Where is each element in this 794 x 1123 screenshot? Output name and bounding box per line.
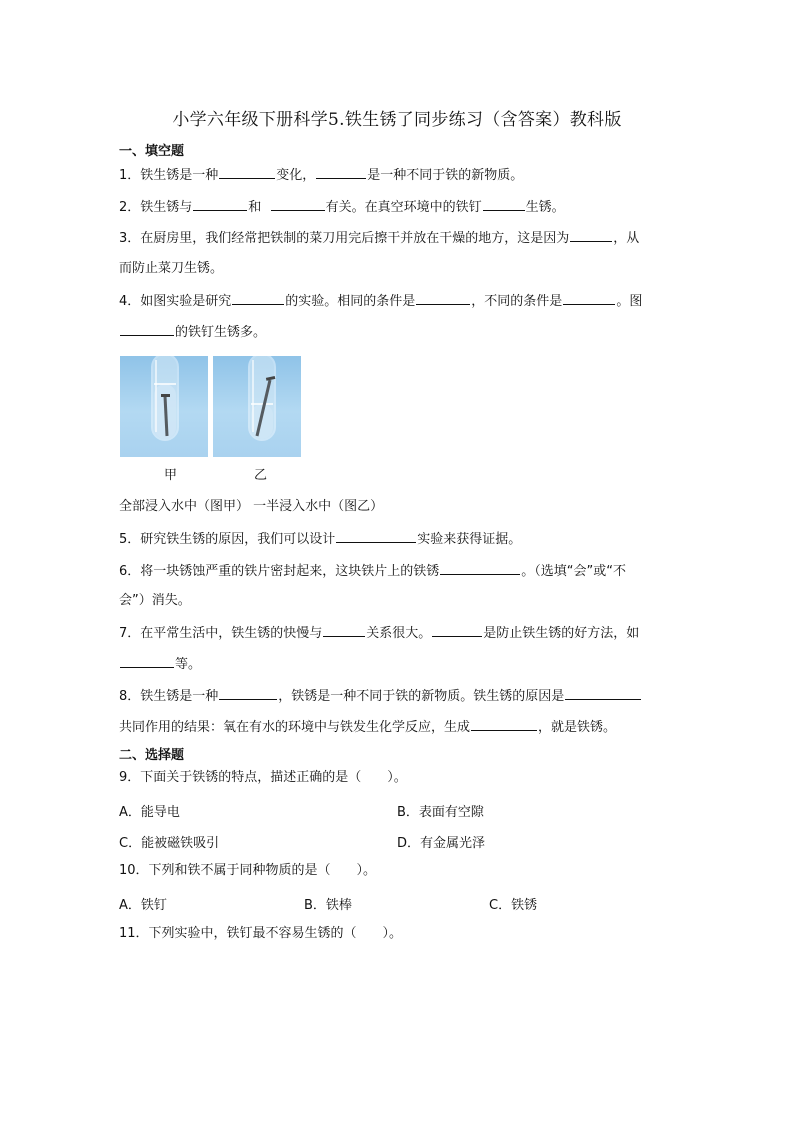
question-5 (119, 530, 521, 548)
test-tube-fully-submerged-icon (120, 356, 208, 457)
answer-blank[interactable] (120, 323, 174, 336)
q4-text-e: 的铁钉生锈多。 (175, 325, 267, 340)
answer-blank[interactable] (232, 292, 284, 305)
q1-text-a: 1．铁生锈是一种 (119, 168, 219, 183)
q7-text-c: 是防止铁生锈的好方法，如 (483, 626, 640, 641)
q8-text-c: 共同作用的结果：氧在有水的环境中与铁发生化学反应，生成 (119, 720, 471, 735)
answer-blank[interactable] (416, 292, 470, 305)
answer-blank[interactable] (120, 655, 174, 668)
q9-option-a[interactable]: A．能导电 (119, 805, 180, 820)
figure-label-jia: 甲 (164, 468, 178, 483)
question-6-cont: 会”）消失。 (119, 593, 191, 608)
figure-caption: 全部浸入水中（图甲） 一半浸入水中（图乙） (119, 499, 384, 514)
question-9: 9．下面关于铁锈的特点，描述正确的是（ ）。 (119, 770, 407, 785)
q8-text-a: 8．铁生锈是一种 (119, 689, 219, 704)
answer-blank[interactable] (271, 198, 325, 211)
answer-blank[interactable] (336, 530, 416, 543)
q4-text-d: 。图 (616, 294, 643, 309)
section-heading-choice: 二、选择题 (119, 748, 185, 763)
q7-text-d: 等。 (175, 657, 202, 672)
q8-text-d: ，就是铁锈。 (538, 720, 617, 735)
q7-text-b: 关系很大。 (366, 626, 432, 641)
q4-text-b: 的实验。相同的条件是 (285, 294, 416, 309)
question-6 (119, 562, 626, 580)
q9-option-d[interactable]: D．有金属光泽 (397, 836, 486, 851)
q5-text-a: 5．研究铁生锈的原因，我们可以设计 (119, 532, 336, 547)
q1-text-b: 变化， (276, 168, 316, 183)
test-tube-half-submerged-icon (213, 356, 301, 457)
question-3-cont: 而防止菜刀生锈。 (119, 261, 224, 276)
answer-blank[interactable] (323, 624, 365, 637)
q4-text-c: ，不同的条件是 (471, 294, 563, 309)
q1-text-c: 是一种不同于铁的新物质。 (367, 168, 524, 183)
answer-blank[interactable] (471, 718, 537, 731)
q9-option-c[interactable]: C．能被磁铁吸引 (119, 836, 220, 851)
question-4-cont (119, 323, 266, 341)
q6-text-b: 。（选填“会”或“不 (521, 564, 626, 579)
figure-label-yi: 乙 (254, 468, 268, 483)
question-7-cont (119, 655, 201, 673)
answer-blank[interactable] (219, 687, 277, 700)
question-3 (119, 229, 639, 247)
question-10: 10．下列和铁不属于同种物质的是（ ）。 (119, 863, 377, 878)
q10-option-a[interactable]: A．铁钉 (119, 898, 167, 913)
q2-text-c: 有关。在真空环境中的铁钉 (325, 200, 482, 215)
answer-blank[interactable] (432, 624, 482, 637)
question-11: 11．下列实验中，铁钉最不容易生锈的（ ）。 (119, 926, 403, 941)
question-1 (119, 166, 523, 184)
section-heading-fill-in: 一、填空题 (119, 144, 185, 159)
question-2 (119, 198, 565, 216)
question-7 (119, 624, 639, 642)
q8-text-b: ，铁锈是一种不同于铁的新物质。铁生锈的原因是 (278, 689, 565, 704)
answer-blank[interactable] (563, 292, 615, 305)
test-tube-image-half-submerged (213, 356, 301, 457)
answer-blank[interactable] (570, 229, 612, 242)
question-4 (119, 292, 642, 310)
q3-text-a: 3．在厨房里，我们经常把铁制的菜刀用完后擦干并放在干燥的地方，这是因为 (119, 231, 570, 246)
answer-blank[interactable] (565, 687, 641, 700)
q2-text-b: 和 (248, 200, 262, 215)
q9-option-b[interactable]: B．表面有空隙 (397, 805, 484, 820)
question-8 (119, 687, 642, 705)
page-title: 小学六年级下册科学5.铁生锈了同步练习（含答案）教科版 (172, 110, 622, 130)
answer-blank[interactable] (440, 562, 520, 575)
q10-option-c[interactable]: C．铁锈 (489, 898, 538, 913)
answer-blank[interactable] (219, 166, 275, 179)
q10-option-b[interactable]: B．铁棒 (304, 898, 352, 913)
q4-text-a: 4．如图实验是研究 (119, 294, 232, 309)
answer-blank[interactable] (193, 198, 247, 211)
question-8-cont (119, 718, 616, 736)
test-tube-image-fully-submerged (120, 356, 208, 457)
q7-text-a: 7．在平常生活中，铁生锈的快慢与 (119, 626, 323, 641)
q6-text-a: 6．将一块锈蚀严重的铁片密封起来，这块铁片上的铁锈 (119, 564, 440, 579)
q3-text-b: ，从 (613, 231, 640, 246)
q2-text-a: 2．铁生锈与 (119, 200, 193, 215)
q2-text-d: 生锈。 (525, 200, 565, 215)
q5-text-b: 实验来获得证据。 (417, 532, 522, 547)
answer-blank[interactable] (483, 198, 525, 211)
answer-blank[interactable] (316, 166, 366, 179)
